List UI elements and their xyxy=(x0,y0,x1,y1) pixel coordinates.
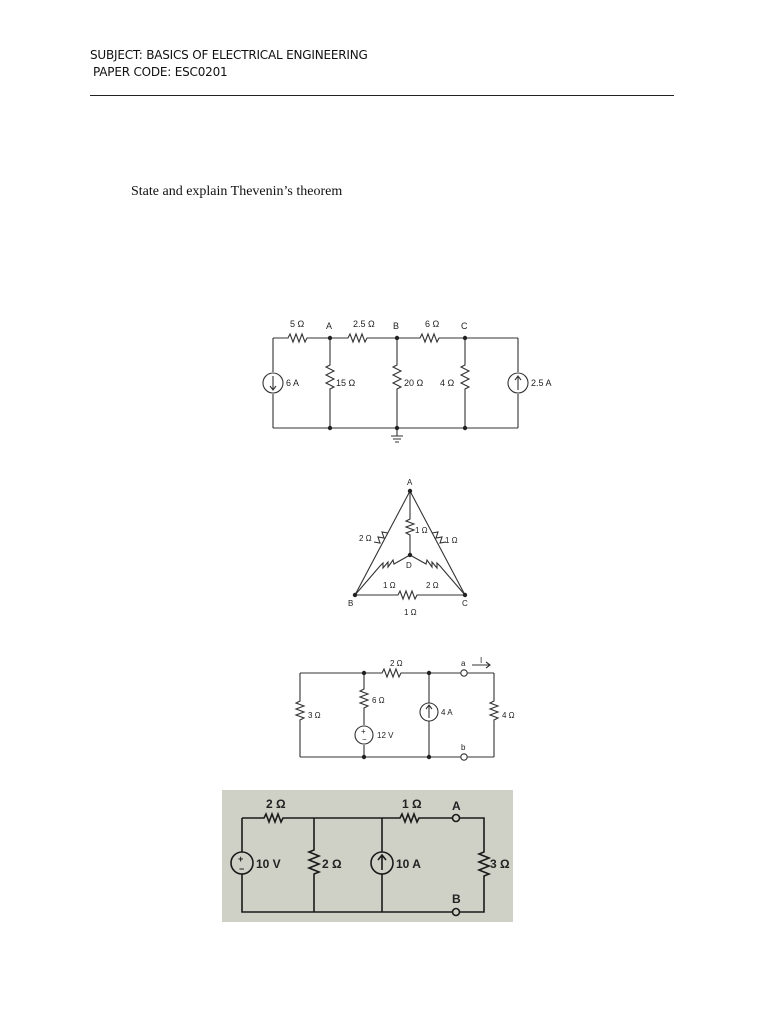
subject-line: SUBJECT: BASICS OF ELECTRICAL ENGINEERING xyxy=(90,48,368,62)
node-a: A xyxy=(407,478,413,487)
circuit-figure-1 xyxy=(260,310,552,450)
label-3-ohm: 3 Ω xyxy=(490,857,510,871)
label-ab-2-ohm: 2 Ω xyxy=(359,534,372,543)
label-5-ohm: 5 Ω xyxy=(290,319,305,329)
label-bc-1-ohm: 1 Ω xyxy=(404,608,417,617)
label-current-i: I xyxy=(480,656,483,665)
label-1-ohm-top: 1 Ω xyxy=(402,797,422,811)
label-15-ohm: 15 Ω xyxy=(336,378,356,388)
label-ad-1-ohm: 1 Ω xyxy=(415,526,428,535)
label-6-ohm: 6 Ω xyxy=(372,696,385,705)
node-c: C xyxy=(461,321,468,331)
label-3-ohm: 3 Ω xyxy=(308,711,321,720)
label-20-ohm: 20 Ω xyxy=(404,378,424,388)
label-4-ohm: 4 Ω xyxy=(502,711,515,720)
node-a: A xyxy=(326,321,333,331)
label-4-amp: 4 A xyxy=(441,708,453,717)
node-c: C xyxy=(462,599,468,608)
label-6-ohm: 6 Ω xyxy=(425,319,440,329)
label-10-amp: 10 A xyxy=(396,857,421,871)
label-12-volt: 12 V xyxy=(377,731,394,740)
node-a: A xyxy=(452,799,461,813)
label-2-5-ohm: 2.5 Ω xyxy=(353,319,375,329)
label-2-5-amp: 2.5 A xyxy=(531,378,552,388)
header-rule xyxy=(90,95,674,96)
label-ac-1-ohm: 1 Ω xyxy=(445,536,458,545)
label-bd-1-ohm: 1 Ω xyxy=(383,581,396,590)
label-2-ohm-mid: 2 Ω xyxy=(322,857,342,871)
label-6-amp: 6 A xyxy=(286,378,300,388)
node-a: a xyxy=(461,659,466,668)
circuit-figure-4 xyxy=(222,790,513,922)
svg-text:−: − xyxy=(362,735,367,744)
node-b: B xyxy=(348,599,354,608)
svg-text:−: − xyxy=(239,864,245,874)
label-2-ohm-top: 2 Ω xyxy=(266,797,286,811)
label-2-ohm: 2 Ω xyxy=(390,659,403,668)
circuit-figure-3 xyxy=(290,655,530,770)
svg-text:+: + xyxy=(361,727,366,736)
paper-code-line: PAPER CODE: ESC0201 xyxy=(93,65,228,79)
node-d: D xyxy=(406,561,412,570)
circuit-figure-2 xyxy=(340,475,480,620)
svg-text:+: + xyxy=(238,854,244,864)
label-dc-2-ohm: 2 Ω xyxy=(426,581,439,590)
node-b: B xyxy=(452,892,461,906)
label-10-volt: 10 V xyxy=(256,857,281,871)
question-text: State and explain Thevenin’s theorem xyxy=(131,184,343,199)
node-b: b xyxy=(461,743,466,752)
label-4-ohm: 4 Ω xyxy=(440,378,455,388)
node-b: B xyxy=(393,321,400,331)
